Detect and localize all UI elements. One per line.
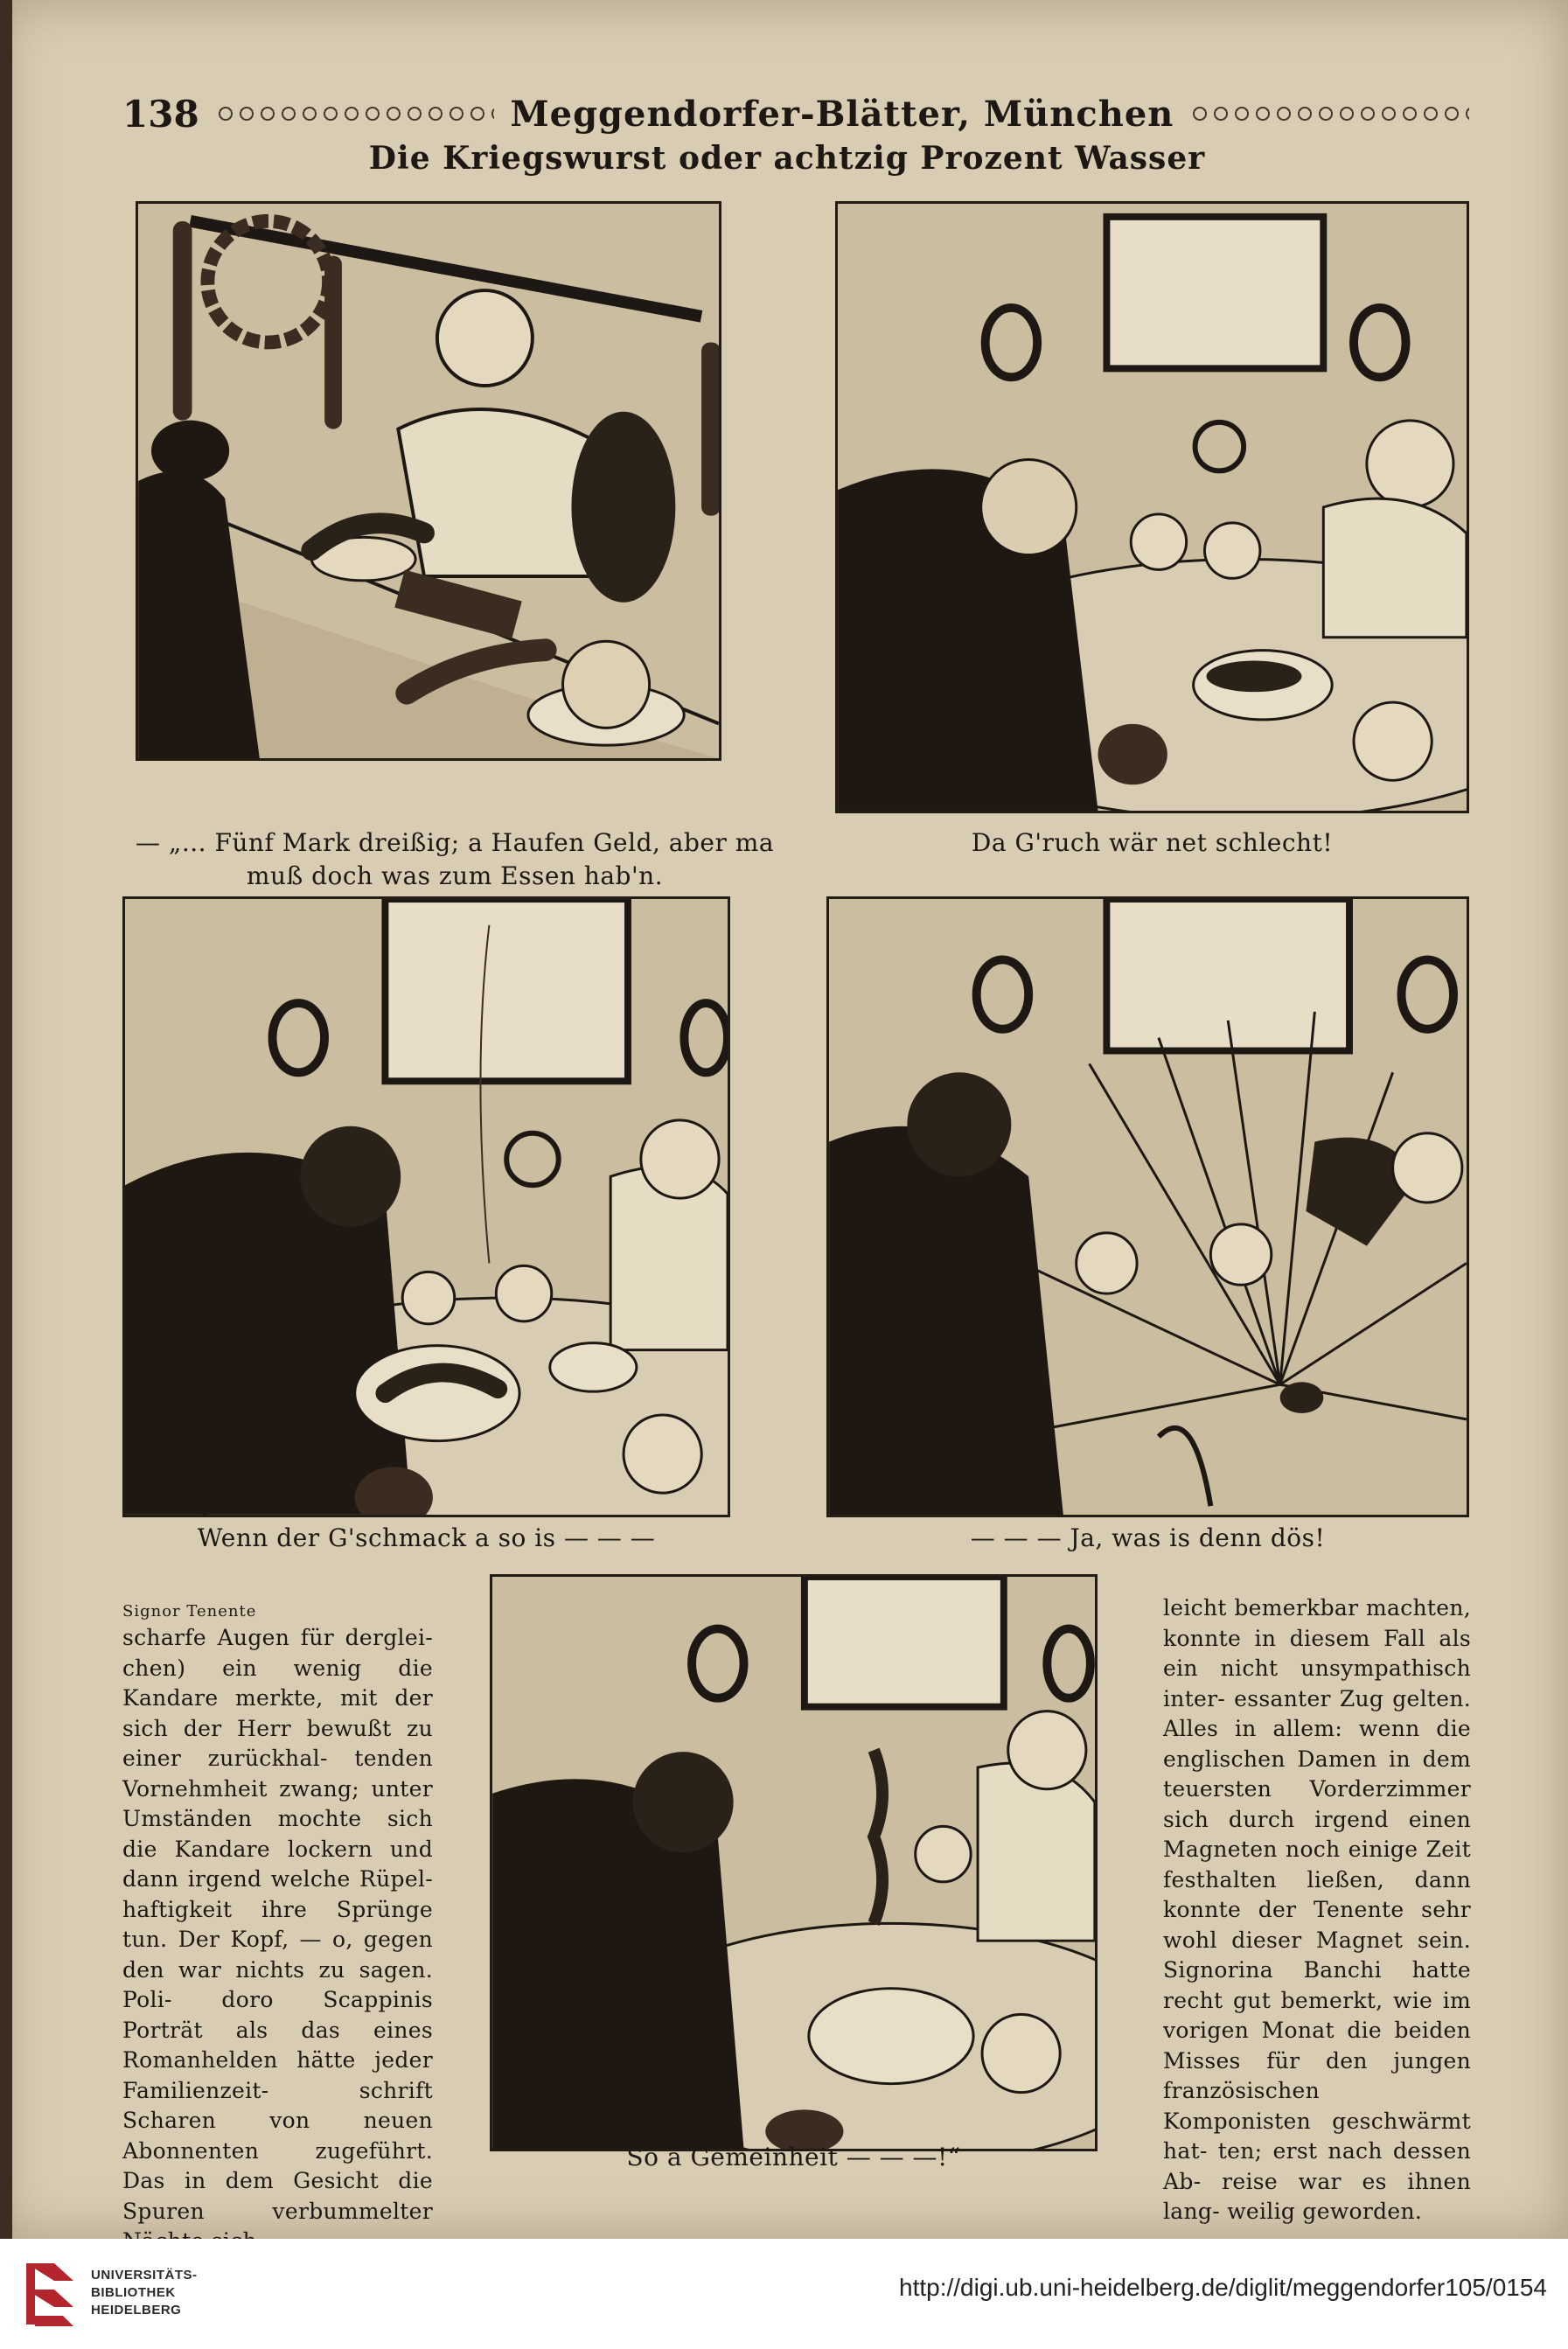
header-ornament-left — [215, 103, 495, 124]
comic-panel-4 — [826, 896, 1469, 1517]
right-text-column — [1163, 1593, 1471, 2227]
right-column-text: leicht bemerkbar machten, konnte in diesem Fall als ein nicht unsympathisch inter- essanter Zug gelten. Alles in allem: wenn die englischen Damen in dem teuersten Vorderzimmer sich durch irgend einen Magneten noch einige Zeit festhalten ließen, dann konnte der Tenente sehr wohl dieser Magnet sein. Signorina Banchi hatte recht gut bemerkt, wie im vorigen Monat die beiden Misses für den jungen französischen Komponisten geschwärmt hat- ten; erst nach dessen Ab- reise war es ihnen lang- weilig geworden. — [1163, 1595, 1471, 2224]
comic-panel-1 — [136, 201, 721, 761]
source-url-link[interactable]: http://digi.ub.uni-heidelberg.de/diglit/meggendorfer105/0154 — [899, 2274, 1547, 2301]
dangling-sausage-illustration — [492, 1577, 1095, 2149]
library-name[interactable] — [91, 2267, 198, 2319]
caption-panel-1: — „... Fünf Mark dreißig; a Haufen Geld, aber ma muß doch was zum Essen hab'n. — [135, 828, 775, 890]
tasting-sausage-illustration — [125, 899, 728, 1515]
page-number: 138 — [122, 92, 199, 136]
caption-panel-4: — — — Ja, was is denn dös! — [970, 1523, 1326, 1552]
left-column-text: scharfe Augen für derglei- chen) ein wenig die Kandare merkte, mit der sich der Herr bewußt zu einer zurückhal- tenden Vornehmheit zwang; unter Umständen mochte sich die Kandare lockern und dann irgend welche Rüpel- haftigkeit ihre Sprünge tun. Der Kopf, — o, gegen den war nichts zu sagen. Poli- doro Scappinis Porträt als das eines Romanhelden hätte jeder Familienzeit- schrift Scharen von neuen Abonnenten zugeführt. Das in dem Gesicht die Spuren verbummelter — [122, 1625, 433, 2224]
caption-panel-5: So a Gemeinheit — — —!“ — [626, 2143, 961, 2171]
comic-panel-3 — [122, 896, 730, 1517]
library-name-line-3: HEIDELBERG — [91, 2303, 182, 2318]
library-name-line-2: BIBLIOTHEK — [91, 2285, 176, 2300]
library-name-line-1: UNIVERSITÄTS- — [91, 2268, 198, 2283]
comic-panel-2 — [835, 201, 1469, 813]
header-ornament-right — [1189, 103, 1469, 124]
family-dinner-illustration — [838, 204, 1467, 811]
butcher-shop-illustration — [138, 204, 719, 758]
page-header — [122, 87, 1469, 140]
story-title: Die Kriegswurst oder achtzig Prozent Wasser — [368, 140, 1206, 177]
caption-panel-2: Da G'ruch wär net schlecht! — [971, 828, 1334, 857]
caption-panel-3: Wenn der G'schmack a so is — — — — [197, 1523, 656, 1552]
exploding-sausage-illustration — [829, 899, 1467, 1515]
running-title: Meggendorfer-Blätter, München — [510, 93, 1174, 135]
comic-panel-5 — [490, 1574, 1098, 2151]
column-author: Signor Tenente — [122, 1602, 257, 1621]
university-library-logo-icon[interactable] — [19, 2255, 80, 2333]
library-footer — [0, 2239, 1568, 2349]
left-text-column — [122, 1600, 433, 2257]
